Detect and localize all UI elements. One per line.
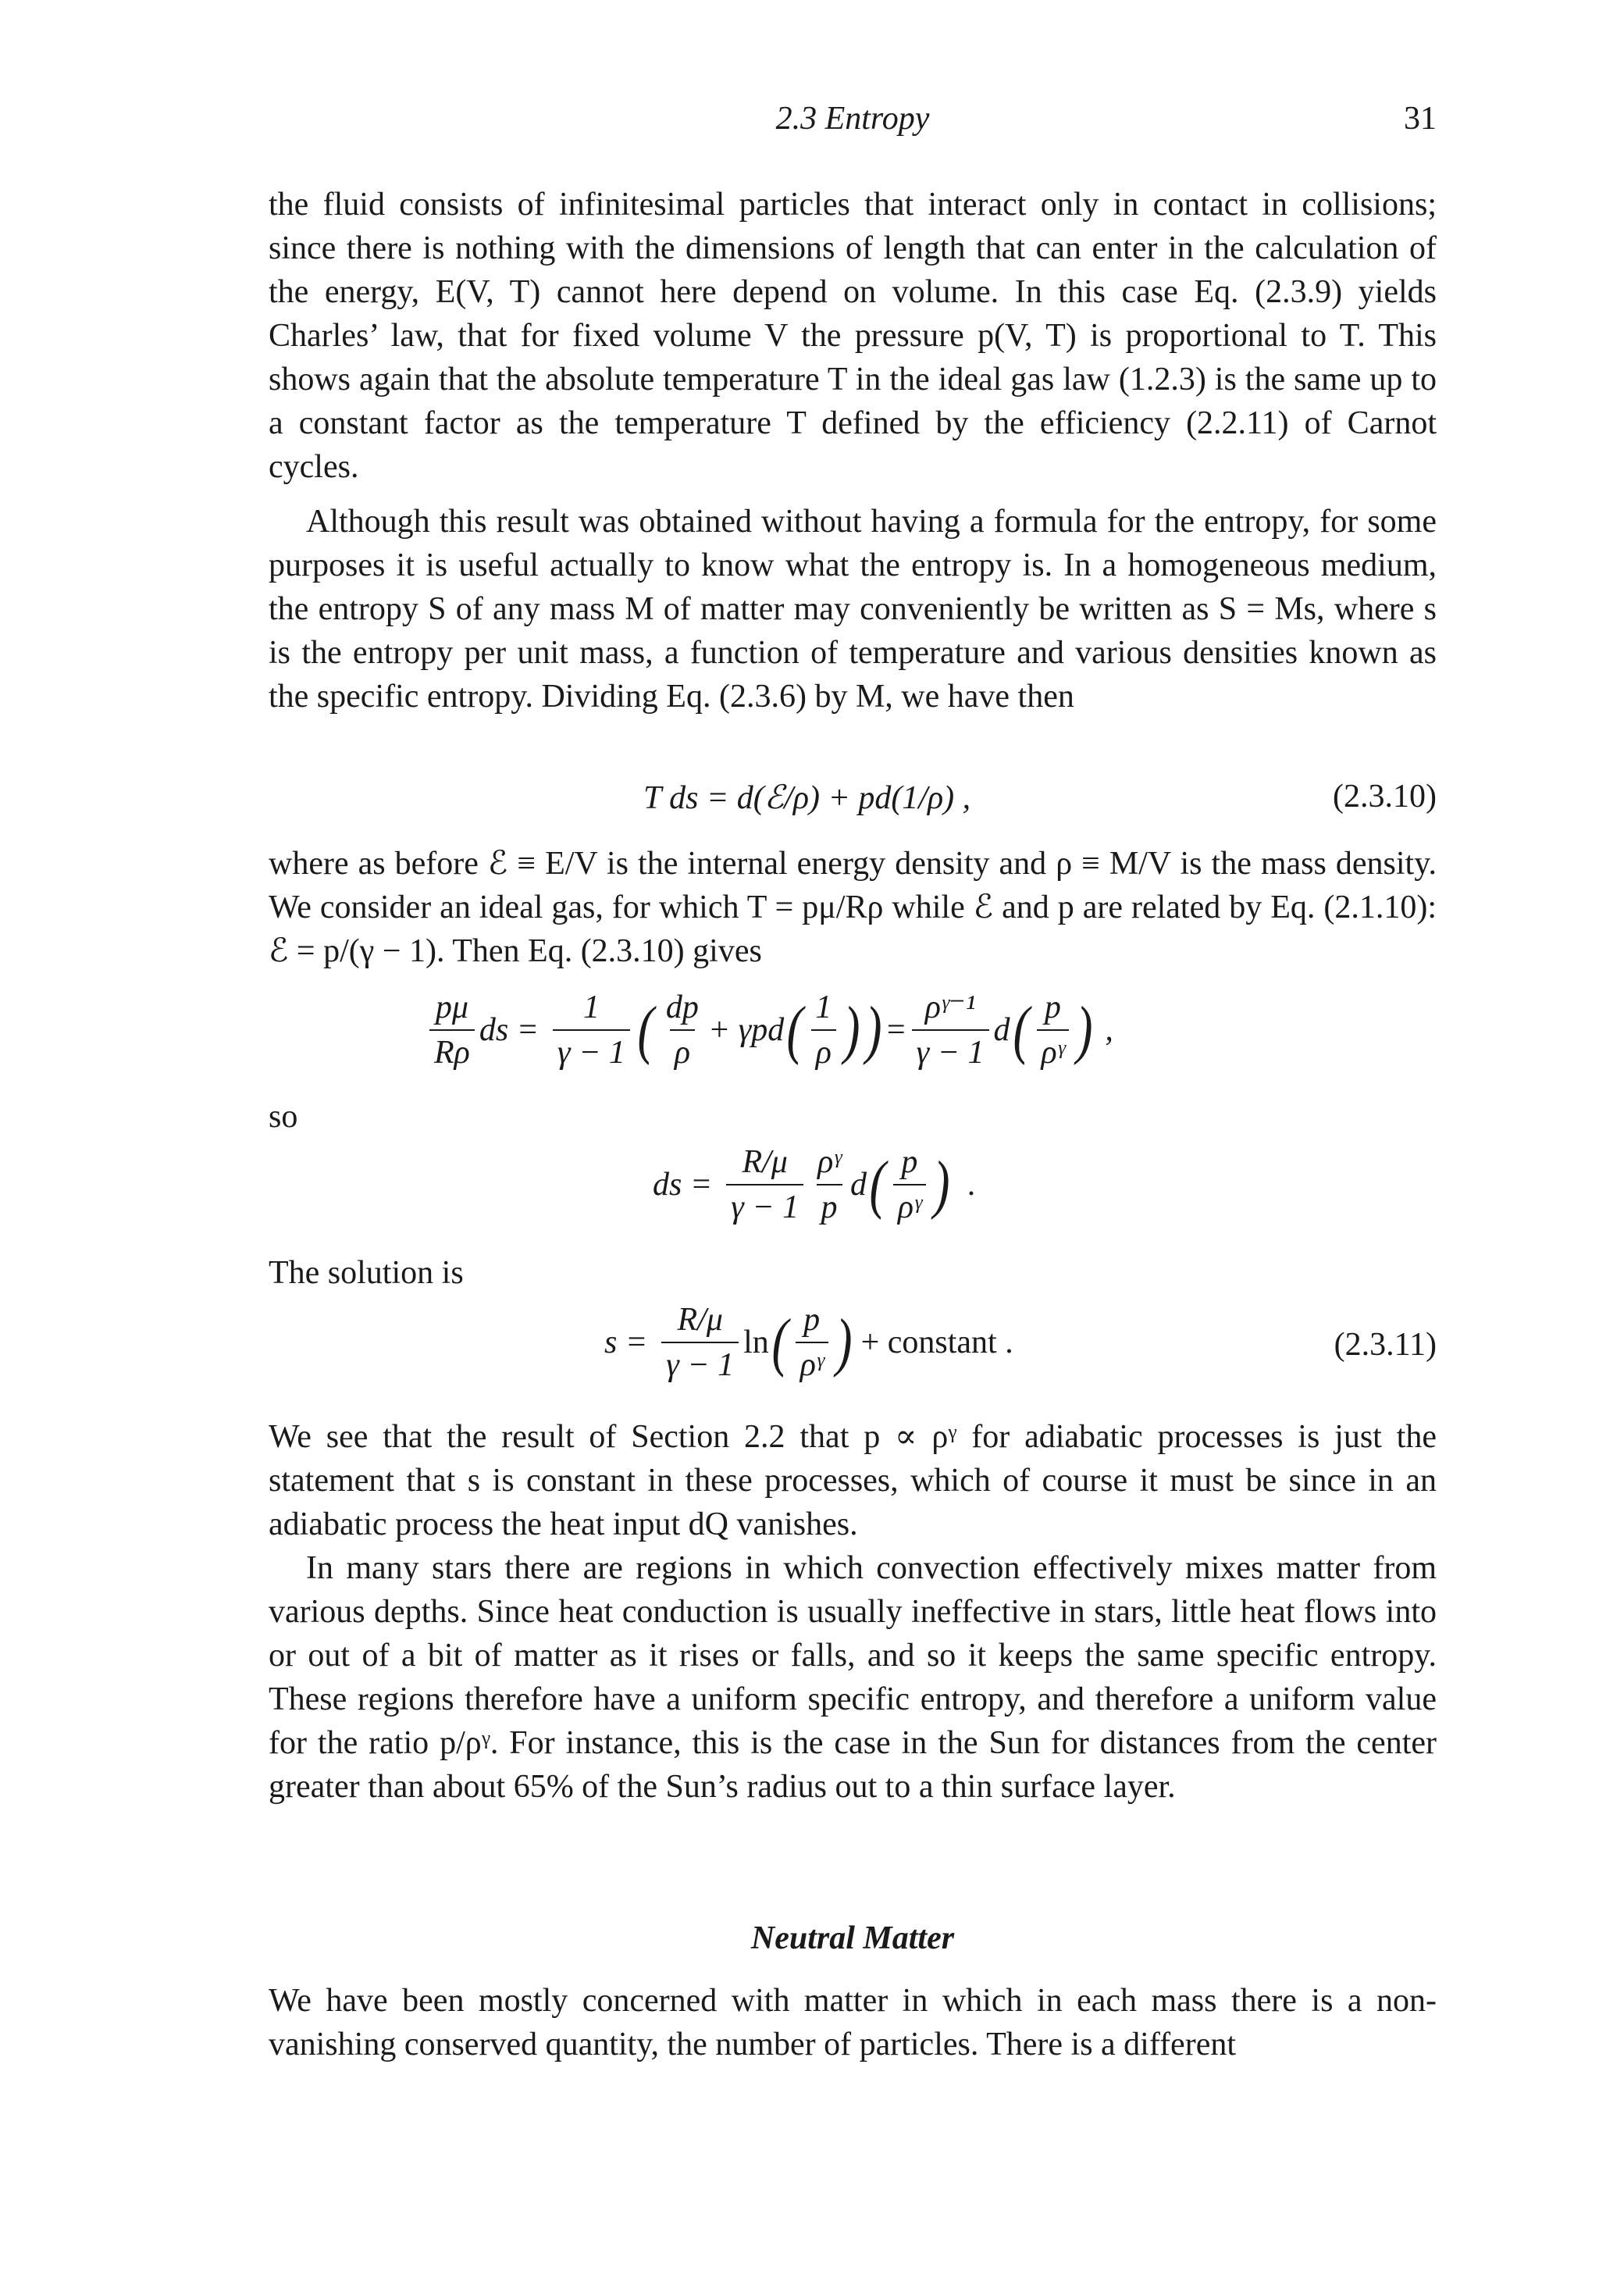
equation-2-3-11 [269, 1301, 1437, 1395]
paragraph-4: We see that the result of Section 2.2 that p ∝ ρᵞ for adiabatic processes is just the statement that s is constant in these processes, which of course it must be since in an adiabatic process the heat input dQ vanishes. [269, 1419, 1437, 1542]
running-title: 2.3 Entropy [775, 101, 930, 137]
fraction-r-mu-over-gamma-minus-one: $\frac{R/\mu}{\gamma - 1}$ [726, 1143, 803, 1226]
equation-entropy-differential-body: $\frac{p\mu}{R\rho}$ ds = $\frac{1}{\gamma - 1}$ ( $\frac{dp}{\rho}$ + γpd ( $\frac{1}{\rho}$ ) ) = $\frac{\text{ρᵞ⁻¹}}{\gamma - 1}$ d ( $\frac{p}{\text{ρᵞ}}$ ) , [425, 989, 1113, 1071]
equation-2-3-11-body: s = $\frac{R/\mu}{\gamma - 1}$ ln ( $\frac{p}{\text{ρᵞ}}$ ) + constant . [604, 1302, 1013, 1383]
fraction-dp-over-rho: $\frac{dp}{\rho}$ [665, 989, 699, 1071]
equation-2-3-10-body: T ds = d(ℰ/ρ) + pd(1/ρ) , [643, 780, 971, 816]
fraction-rho-gamma-over-p: $\frac{\text{ρᵞ}}{p}$ [817, 1144, 841, 1225]
paragraph-5: In many stars there are regions in which convection effectively mixes matter from various depths. Since heat conduction is usually ineffective in stars, little heat flows into or out of a bit of matter as it rises or falls, and so it keeps the same specific entropy. These regions therefore have a uniform specific entropy, and therefore a uniform value for the ratio p/ρᵞ. For instance, this is the case in the Sun for distances from the center greater than about 65% of the Sun’s radius out to a thin surface layer. [269, 1550, 1437, 1805]
equation-2-3-10 [269, 778, 1437, 825]
running-head [269, 100, 1437, 147]
equation-ds-body: ds = $\frac{R/\mu}{\gamma - 1}$ $\frac{\text{ρᵞ}}{p}$ d ( $\frac{p}{\text{ρᵞ}}$ ) . [653, 1144, 977, 1225]
fraction-one-over-gamma-minus-one: $\frac{1}{\gamma - 1}$ [553, 989, 630, 1071]
fraction-rho-gamma-minus-one: $\frac{\text{ρᵞ⁻¹}}{\gamma - 1}$ [912, 989, 989, 1071]
equation-2-3-11-number: (2.3.11) [1334, 1327, 1437, 1363]
paragraph-1: the fluid consists of infinitesimal particles that interact only in contact in collisions; since there is nothing with the dimensions of length that can enter in the calculation of the energy, E(V, T) cannot here depend on volume. In this case Eq. (2.3.9) yields Charles’ law, that for fixed volume V the pressure p(V, T) is proportional to T. This shows again that the absolute temperature T in the ideal gas law (1.2.3) is the same up to a constant factor as the temperature T defined by the efficiency (2.2.11) of Carnot cycles. [269, 187, 1437, 485]
paragraph-3: where as before ℰ ≡ E/V is the internal energy density and ρ ≡ M/V is the mass density. We consider an ideal gas, for which T = pμ/Rρ while ℰ and p are related by Eq. (2.1.10): ℰ = p/(γ − 1). Then Eq. (2.3.10) gives [269, 846, 1437, 969]
fraction-pmu-over-rrho: $\frac{p\mu}{R\rho}$ [429, 989, 475, 1071]
equation-ds [269, 1143, 1437, 1237]
fraction-r-mu-over-gamma-minus-one-2: $\frac{R/\mu}{\gamma - 1}$ [661, 1301, 739, 1384]
section-heading: Neutral Matter [750, 1920, 955, 1956]
page-number: 31 [1404, 101, 1437, 137]
fraction-one-over-rho: $\frac{1}{\rho}$ [810, 989, 836, 1071]
text-solution: The solution is [269, 1255, 464, 1291]
paragraph-2: Although this result was obtained without having a formula for the entropy, for some purposes it is useful actually to know what the entropy is. In a homogeneous medium, the entropy S of any mass M of matter may conveniently be written as S = Ms, where s is the entropy per unit mass, a function of temperature and various densities known as the specific entropy. Dividing Eq. (2.3.6) by M, we have then [269, 504, 1437, 715]
fraction-p-over-rho-gamma-3: $\frac{p}{\text{ρᵞ}}$ [796, 1301, 828, 1384]
paragraph-6: We have been mostly concerned with matter in which in each mass there is a non-vanishing conserved quantity, the number of particles. There is a different [269, 1983, 1437, 2062]
equation-2-3-10-number: (2.3.10) [1333, 779, 1437, 815]
text-so: so [269, 1099, 298, 1135]
fraction-p-over-rho-gamma: $\frac{p}{\text{ρᵞ}}$ [1037, 989, 1070, 1071]
equation-entropy-differential [269, 989, 1437, 1082]
fraction-p-over-rho-gamma-2: $\frac{p}{\text{ρᵞ}}$ [893, 1143, 926, 1226]
